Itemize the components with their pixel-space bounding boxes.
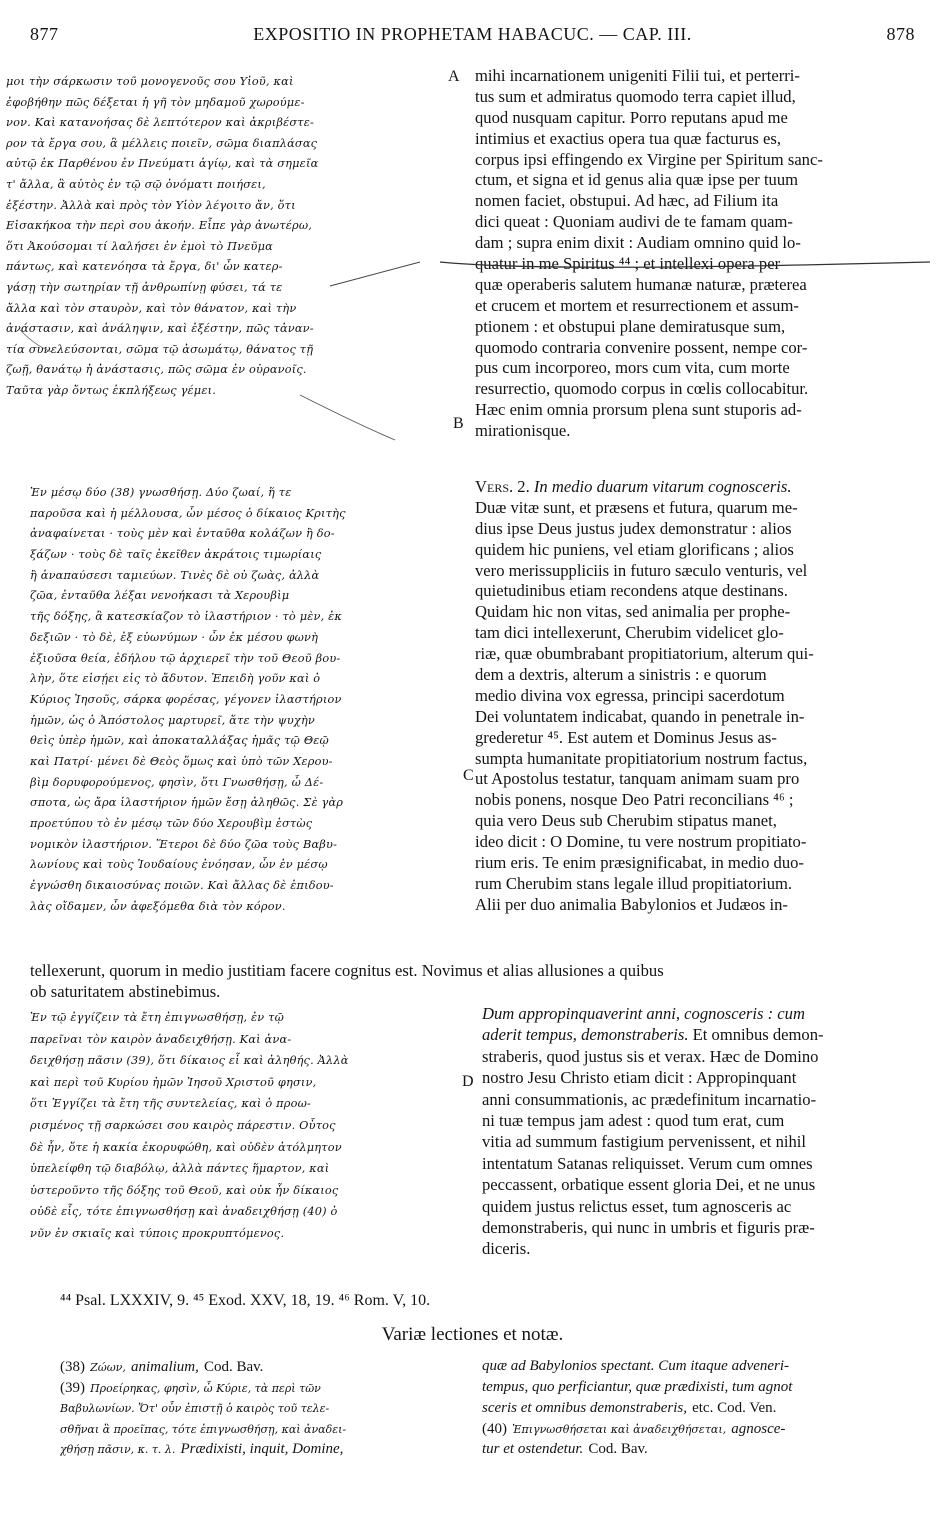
variant-notes-left bbox=[60, 1356, 470, 1459]
greek-line: θεὶς ὑπὲρ ἡμῶν, καὶ ἀποκαταλλάξας ἡμᾶς τῷ Θεῷ bbox=[30, 734, 329, 748]
latin-line: anni consummationis, ac prædefinitum incarnatio- bbox=[482, 1089, 817, 1109]
greek-line: πάντως, καὶ κατενόησα τὰ ἔργα, δι' ὧν κατερ- bbox=[6, 260, 283, 274]
greek-line: νομικὸν ἱλαστήριον. Ἕτεροι δὲ δύο ζῶα τοὺς Βαβυ- bbox=[30, 837, 338, 851]
latin-line: Dum appropinquaverint anni, cognosceris : cum bbox=[482, 1004, 805, 1023]
note-40-continued bbox=[482, 1438, 922, 1459]
greek-line: μοι τὴν σάρκωσιν τοῦ μονογενοῦς σου Υἱοῦ, καὶ bbox=[6, 75, 294, 88]
greek-line: ἐγνώσθη δικαιοσύνας ποιῶν. Καὶ ἄλλας δὲ ἐπιδου- bbox=[30, 879, 334, 893]
greek-line: ξάζων · τοὺς δὲ ταῖς ἐκεῖθεν ἀκράτοις τιμωρίαις bbox=[30, 548, 322, 562]
greek-line: νον. Καὶ κατανοήσας δὲ λεπτότερον καὶ ἀκριβέστε- bbox=[6, 116, 314, 130]
latin-line: nostro Jesu Christo etiam dicit : Appropinquant bbox=[482, 1068, 797, 1088]
page-number-left: 877 bbox=[30, 24, 59, 44]
latin-line: rum Cherubim stans legale illud propitiatorium. bbox=[475, 873, 793, 893]
greek-line: ἡμῶν, ὡς ὁ Ἀπόστολος μαρτυρεῖ, ἅτε τὴν ψυχὴν bbox=[30, 713, 315, 727]
note-39-continued bbox=[482, 1397, 922, 1418]
latin-line: quia vero Deus sub Cherubim stipatus manet, bbox=[475, 811, 777, 831]
greek-line: λὴν, ὅτε εἰσῄει εἰς τὸ ἄδυτον. Ἐπειδὴ γοῦν καὶ ὁ bbox=[30, 672, 321, 686]
greek-line: δεξιῶν · τὸ δὲ, ἐξ εὐωνύμων · ὧν ἐκ μέσου φωνὴ bbox=[30, 630, 319, 644]
latin-line: grederetur ⁴⁵. Est autem et Dominus Jesus as- bbox=[475, 727, 777, 747]
latin-line: Duæ vitæ sunt, et præsens et futura, quarum me- bbox=[475, 497, 798, 517]
latin-line: vitia ad summum fastigium pervenissent, et nihil bbox=[482, 1132, 806, 1152]
page-header bbox=[30, 24, 915, 50]
greek-line: ἀναφαίνεται · τοὺς μὲν καὶ ἐνταῦθα κολάζων ἢ δο- bbox=[30, 527, 335, 541]
latin-line: ut Apostolus testatur, tanquam animam suam pro bbox=[475, 769, 800, 789]
latin-line: ob saturitatem abstinebimus. bbox=[30, 981, 221, 1001]
note-greek: Ζώων, bbox=[90, 1361, 126, 1374]
latin-line: resurrectio, quomodo corpus in cœlis collocabitur. bbox=[475, 379, 809, 399]
note-number: (40) bbox=[482, 1420, 507, 1437]
note-source: etc. Cod. Ven. bbox=[692, 1400, 777, 1416]
note-latin: Prædixisti, inquit, Domine, bbox=[180, 1441, 344, 1457]
note-latin: animalium, bbox=[130, 1359, 199, 1375]
margin-letter-a: A bbox=[448, 68, 460, 85]
greek-line: ὅτι Ἀκούσομαι τί λαλήσει ἐν ἐμοὶ τὸ Πνεῦμα bbox=[6, 239, 273, 253]
greek-line: Κύριος Ἰησοῦς, σάρκα φορέσας, γέγονεν ἱλαστήριον bbox=[30, 692, 342, 706]
margin-letter-b: B bbox=[453, 415, 464, 432]
note-39-line bbox=[60, 1397, 470, 1418]
greek-line: καὶ περὶ τοῦ Κυρίου ἡμῶν Ἰησοῦ Χριστοῦ φησιν, bbox=[30, 1075, 317, 1089]
greek-line: οὐδὲ εἷς, τότε ἐπιγνωσθήσῃ καὶ ἀναδειχθήσῃ (40) ὁ bbox=[30, 1205, 338, 1219]
latin-line: quæ operaberis salutem humanæ naturæ, præterea bbox=[475, 274, 807, 294]
scripture-footnotes: ⁴⁴ Psal. LXXXIV, 9. ⁴⁵ Exod. XXV, 18, 19. ⁴⁶ Rom. V, 10. bbox=[60, 1292, 431, 1309]
greek-line: λωνίους καὶ τοὺς Ἰουδαίους ἐνόησαν, ὧν ἐν μέσῳ bbox=[30, 858, 328, 872]
greek-line: τ' ἄλλα, ἃ αὐτὸς ἐν τῷ σῷ ὀνόματι ποιήσει, bbox=[6, 177, 266, 191]
latin-line: ctum, et signa et id genus alia quæ ipse per tuum bbox=[475, 170, 799, 190]
greek-line: καὶ Πατρί· μένει δὲ Θεὸς ὅμως καὶ ὑπὸ τῶν Χερου- bbox=[30, 754, 333, 768]
greek-line: δὲ ἦν, ὅτε ἡ κακία ἐκορυφώθη, καὶ οὐδὲν ἀτόλμητον bbox=[30, 1140, 342, 1154]
greek-line: ὑστεροῦντο τῆς δόξης τοῦ Θεοῦ, καὶ οὐκ ἦν δίκαιος bbox=[30, 1183, 339, 1197]
note-39-continued: tempus, quo perficiantur, quæ prædixisti, tum agnot bbox=[482, 1378, 793, 1395]
greek-line: ὑπελείφθη τῷ διαβόλῳ, ἀλλὰ πάντες ἥμαρτον, καὶ bbox=[30, 1162, 330, 1176]
note-greek: Βαβυλωνίων. Ὅτ' οὖν ἐπιστῇ ὁ καιρὸς τοῦ τελε- bbox=[60, 1402, 330, 1415]
greek-line: ἄλλα καὶ τὸν σταυρὸν, καὶ τὸν θάνατον, καὶ τὴν bbox=[6, 301, 297, 315]
note-number: (38) bbox=[60, 1359, 85, 1375]
latin-line: quod nusquam capitur. Porro reputans apud me bbox=[475, 107, 788, 127]
greek-line: Εἰσακήκοα τὴν περὶ σου ἀκοήν. Εἶπε γὰρ ἀνωτέρω, bbox=[6, 219, 313, 233]
latin-line: Hæc enim omnia prorsum plena sunt stuporis ad- bbox=[475, 400, 802, 420]
greek-line: ζωῇ, θανάτῳ ἡ ἀνάστασις, πῶς σῶμα ἐν οὐρανοῖς. bbox=[6, 363, 307, 377]
latin-line: tus sum et admiratus quomodo terra capiet illud, bbox=[475, 86, 796, 106]
latin-line: medio divina vox egressa, principi sacerdotum bbox=[475, 685, 785, 705]
greek-line: Ἐν μέσῳ δύο (38) γνωσθήσῃ. Δύο ζωαί, ἥ τε bbox=[30, 486, 292, 499]
latin-column-section-1 bbox=[475, 66, 915, 442]
latin-line: dam ; supra enim dixit : Audiam omnino quid lo- bbox=[475, 233, 801, 253]
greek-line: γάσῃ τὴν σωτηρίαν τῇ ἀνθρωπίνῃ φύσει, τά τε bbox=[6, 280, 283, 294]
greek-line: ἀνάστασιν, καὶ ἀνάληψιν, καὶ ἐξέστην, πῶς τἀναν- bbox=[6, 322, 314, 336]
latin-line: corpus ipsi effingendo ex Virgine per Spiritum sanc- bbox=[475, 149, 823, 169]
margin-letter-c: C bbox=[463, 767, 474, 784]
latin-line: ptionem : et obstupui plane demiratusque sum, bbox=[475, 316, 786, 336]
latin-line: quomodo contraria convenire possent, nempe cor- bbox=[475, 337, 808, 357]
latin-line: riæ, quæ obumbrabant propitiatorium, alterum qui- bbox=[475, 644, 814, 664]
latin-line bbox=[482, 1024, 915, 1045]
note-number: (39) bbox=[60, 1379, 85, 1396]
latin-line: mirationisque. bbox=[475, 421, 571, 441]
greek-line: τία συνελεύσονται, σῶμα τῷ ἀσωμάτῳ, θάνατος τῇ bbox=[6, 342, 314, 356]
latin-line: Alii per duo animalia Babylonios et Judæos in- bbox=[475, 894, 788, 914]
latin-line: pus cum incorporeo, mors cum vita, cum morte bbox=[475, 358, 790, 378]
greek-line: ὅτι Ἐγγίζει τὰ ἔτη τῆς συντελείας, καὶ ὁ προω- bbox=[30, 1097, 312, 1111]
note-39-line bbox=[60, 1438, 470, 1459]
latin-line: quatur in me Spiritus ⁴⁴ ; et intellexi opera per bbox=[475, 254, 781, 274]
note-39-line bbox=[60, 1418, 470, 1439]
latin-line: dici queat : Quoniam audivi de te famam quam- bbox=[475, 212, 793, 232]
running-title: EXPOSITIO IN PROPHETAM HABACUC. — CAP. III. bbox=[253, 24, 692, 44]
latin-line bbox=[475, 477, 915, 498]
latin-line: nomen faciet, obstupui. Ad hæc, ad Filium ita bbox=[475, 191, 779, 211]
note-39 bbox=[60, 1377, 470, 1398]
latin-line: demonstraberis, qui nunc in umbris et figuris præ- bbox=[482, 1217, 815, 1237]
greek-line: Ταῦτα γὰρ ὄντως ἐκπλήξεως γέμει. bbox=[6, 383, 217, 397]
latin-lemma: aderit tempus, demonstraberis. bbox=[482, 1025, 689, 1045]
greek-column-section-3 bbox=[30, 1007, 461, 1245]
greek-line: λὰς οἴδαμεν, ὧν ἀφεξόμεθα διὰ τὸν κόρον. bbox=[30, 899, 286, 913]
latin-line: tellexerunt, quorum in medio justitiam facere cognitus est. Novimus et alias allusiones a quibus bbox=[30, 961, 664, 980]
note-latin: sceris et omnibus demonstraberis, bbox=[482, 1400, 687, 1416]
pencil-stroke bbox=[300, 395, 395, 440]
note-greek: Προείρηκας, φησὶν, ὦ Κύριε, τὰ περὶ τῶν bbox=[90, 1381, 321, 1395]
latin-line: straberis, quod justus sis et verax. Hæc de Domino bbox=[482, 1046, 819, 1066]
note-latin: tur et ostendetur. bbox=[482, 1441, 584, 1457]
greek-line: ἐξιοῦσα θεία, ἐδήλου τῷ ἀρχιερεῖ τὴν τοῦ Θεοῦ βου- bbox=[30, 651, 341, 665]
latin-line: quidem hic puniens, vel etiam glorificans ; alios bbox=[475, 539, 794, 559]
latin-line: dem a dextris, alterum a sinistris : e quorum bbox=[475, 665, 767, 685]
latin-column-section-3 bbox=[482, 1003, 915, 1260]
greek-column-section-2 bbox=[30, 483, 461, 917]
greek-line: ζῶα, ἐνταῦθα λέξαι νενοήκασι τὰ Χερουβὶμ bbox=[30, 589, 290, 603]
latin-line: dius ipse Deus justus judex demonstratur : alios bbox=[475, 518, 792, 538]
note-40 bbox=[482, 1418, 922, 1439]
latin-text: Et omnibus demon- bbox=[688, 1025, 824, 1045]
latin-line: tam dici intellexerunt, Cherubim videlicet glo- bbox=[475, 623, 784, 643]
latin-line: diceris. bbox=[482, 1239, 531, 1259]
note-source: Cod. Bav. bbox=[203, 1359, 264, 1375]
greek-line: ρον τὰ ἔργα σου, ἃ μέλλεις ποιεῖν, σῶμα διαπλάσας bbox=[6, 136, 318, 150]
full-width-text bbox=[30, 961, 915, 1002]
verse-lemma: In medio duarum vitarum cognosceris. bbox=[533, 477, 792, 496]
note-39-continued: quæ ad Babylonios spectant. Cum itaque adveneri- bbox=[482, 1358, 790, 1374]
greek-line: ἐξέστην. Ἀλλὰ καὶ πρὸς τὸν Υἱὸν λέγοιτο ἄν, ὅτι bbox=[6, 198, 296, 212]
greek-line: προετύπου τὸ ἐν μέσῳ τῶν δύο Χερουβὶμ ἑστὼς bbox=[30, 817, 313, 830]
greek-line: σποτα, ὡς ἄρα ἱλαστήριον ἡμῶν ἔσῃ ἀληθῶς. Σὲ γὰρ bbox=[30, 796, 344, 810]
latin-line: Dei voluntatem indicabat, quando in penetrale in- bbox=[475, 706, 805, 726]
greek-line: ἢ ἀναπαύσεσι ταμιεύων. Τινὲς δὲ οὐ ζωὰς, ἀλλὰ bbox=[30, 568, 320, 582]
latin-line: Quidam hic non vitas, sed animalia per prophe- bbox=[475, 602, 791, 622]
note-greek: χθήσῃ πᾶσιν, κ. τ. λ. bbox=[60, 1443, 176, 1456]
latin-line: vero merissuppliciis in futuro sæculo venturis, vel bbox=[475, 560, 808, 580]
note-greek: Ἐπιγνωσθήσεται καὶ ἀναδειχθήσεται, bbox=[512, 1422, 727, 1436]
latin-line: quidem justus relictus esset, tum agnosceris ac bbox=[482, 1196, 792, 1216]
latin-line: quietudinibus etiam recondens atque destinans. bbox=[475, 581, 788, 601]
latin-line: intimius et exactius opera tua quæ facturus es, bbox=[475, 128, 781, 148]
greek-line: βὶμ δορυφορούμενος, φησὶν, ὅτι Γνωσθήσῃ, ὦ Δέ- bbox=[30, 775, 324, 789]
note-source: Cod. Bav. bbox=[588, 1441, 648, 1457]
greek-line: Ἐν τῷ ἐγγίζειν τὰ ἔτη ἐπιγνωσθήσῃ, ἐν τῷ bbox=[30, 1011, 285, 1024]
latin-line: mihi incarnationem unigeniti Filii tui, et perterri- bbox=[475, 66, 800, 85]
note-latin: agnosce- bbox=[731, 1420, 786, 1437]
latin-line: sumpta humanitate propitiatorium nostrum factus, bbox=[475, 748, 808, 768]
margin-letter-d: D bbox=[462, 1073, 474, 1090]
greek-line: δειχθήσῃ πᾶσιν (39), ὅτι δίκαιος εἶ καὶ ἀληθής. Ἀλλὰ bbox=[30, 1054, 349, 1068]
note-38 bbox=[60, 1356, 470, 1377]
greek-line: παροῦσα καὶ ἡ μέλλουσα, ὧν μέσος ὁ δίκαιος Κριτὴς bbox=[30, 506, 346, 520]
latin-line: rium eris. Te enim præsignificabat, in medio duo- bbox=[475, 853, 804, 873]
variant-notes-right bbox=[482, 1356, 922, 1459]
variant-readings-heading: Variæ lectiones et notæ. bbox=[381, 1324, 564, 1345]
note-greek: σθῆναι ἃ προεῖπας, τότε ἐπιγνωσθήσῃ, καὶ ἀναδει- bbox=[60, 1422, 347, 1436]
latin-column-section-2 bbox=[475, 477, 915, 916]
greek-line: ρισμένος τῇ σαρκώσει σου καιρὸς πάρεστιν. Οὗτος bbox=[30, 1118, 336, 1132]
latin-line: intentatum Satanas reliquisset. Verum cum omnes bbox=[482, 1153, 813, 1173]
page-number-right: 878 bbox=[886, 24, 915, 44]
greek-line: παρεῖναι τὸν καιρὸν ἀναδειχθήσῃ. Καὶ ἀνα- bbox=[30, 1032, 292, 1046]
latin-line: ni tuæ tempus jam adest : quod tum erat, cum bbox=[482, 1110, 785, 1130]
latin-line: peccassent, orbatique essent gloria Dei, et ne unus bbox=[482, 1175, 816, 1195]
latin-line: et crucem et mortem et resurrectionem et assum- bbox=[475, 295, 799, 315]
greek-column-section-1 bbox=[6, 72, 461, 402]
verse-marker: VERS. 2. bbox=[475, 477, 534, 496]
greek-line: ἐφοβήθην πῶς δέξεται ἡ γῆ τὸν μηδαμοῦ χωρούμε- bbox=[6, 95, 305, 109]
latin-line: nobis ponens, nosque Deo Patri reconcilians ⁴⁶ ; bbox=[475, 790, 794, 810]
latin-line: ideo dicit : O Domine, tu vere nostrum propitiato- bbox=[475, 832, 807, 852]
greek-line: νῦν ἐν σκιαῖς καὶ τύποις προκρυπτόμενος. bbox=[30, 1226, 285, 1240]
greek-line: αὐτῷ ἐκ Παρθένου ἐν Πνεύματι ἁγίῳ, καὶ τὰ σημεῖα bbox=[6, 157, 319, 171]
greek-line: τῆς δόξης, ἃ κατεσκίαζον τὸ ἱλαστήριον · τὸ μὲν, ἐκ bbox=[30, 610, 343, 624]
